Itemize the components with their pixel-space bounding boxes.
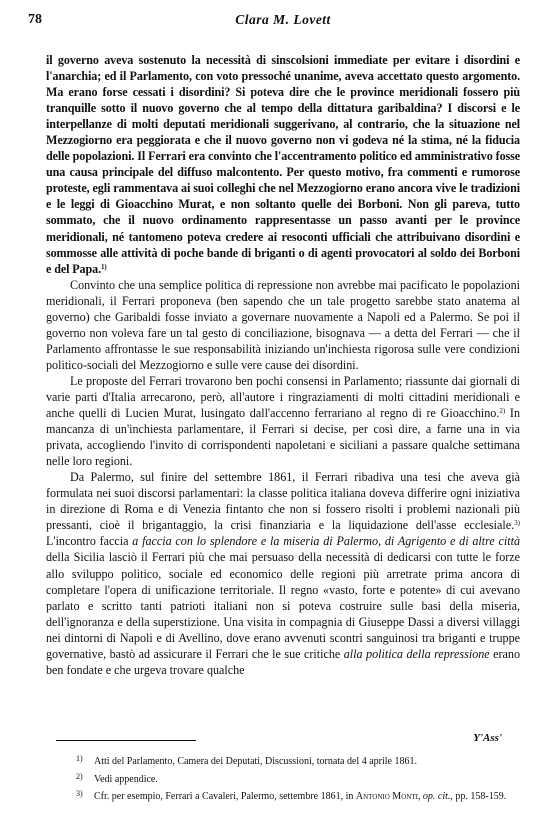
running-title: Clara M. Lovett: [235, 12, 331, 27]
text-run: erano ben fondate e che urgeva trovare qualche: [46, 646, 520, 677]
footnote-marker: 1): [76, 754, 83, 763]
footnotes: [46, 752, 520, 805]
text-run: Le proposte del Ferrari trovarono ben pochi consensi in Parlamento; riassunte dai giornali di varie parti d'Italia arrecarono, però, all'autore i ringraziamenti di molti cittadini meridionali e anche quelli di Lucien Murat, lusingato dall'accenno ferrariano al regno di re Gioacchino.: [46, 373, 520, 421]
footnote-marker: 2): [76, 771, 83, 781]
footnote-divider: [56, 740, 196, 741]
footnote-marker: 3): [76, 789, 83, 799]
text-run: L'incontro faccia: [46, 534, 133, 549]
footnote: [46, 770, 520, 788]
text-run: Da Palermo, sul finire del settembre 1861, il Ferrari ribadiva una tesi che aveva già formulata nei suoi discorsi parlamentari: la classe politica italiana doveva differire ogni iniziativa in direzione di Roma e di Venezia fintanto che non si fossero risolti i problemi nazionali più pressanti, cioè il brigantaggio, la crisi finanziaria e la liquidazione dell'asse ecclesiale.: [46, 470, 520, 533]
footnote: [46, 752, 520, 770]
footnote: 3) Cfr. per esempio, Ferrari a Cavaleri, Palermo, settembre 1861, in Antonio Monti, op. cit., pp. 158-159.: [76, 789, 507, 803]
library-stamp: Y'Ass': [473, 732, 502, 744]
page-number: 78: [28, 12, 42, 27]
text-run: a faccia con lo splendore e la miseria di Palermo, di Agrigento e di altre città: [132, 534, 520, 549]
text-run: alla politica della repressione: [343, 646, 490, 661]
footnote-citation: op. cit.: [422, 791, 451, 803]
paragraph: [46, 469, 520, 678]
footnote-ref: 2): [499, 407, 506, 416]
page-header: [28, 12, 520, 32]
text-run: il governo aveva sostenuto la necessità di sinscolsioni immediate per evitare i disordini e l'anarchia; ed il Parlamento, con voto pressoché unanime, aveva accettato questo argomento. Ma erano forse cessati i disordini? Si poteva dire che le province meridionali fossero più tranquille sotto il nuovo governo che al tempo della dittatura garibaldina? I discorsi e le interpellanze di molti deputati meridionali suggerivano, al contrario, che la situazione nel Mezzogiorno era peggiorata e che il nuovo governo non vi godeva né la stima, né la fiducia delle popolazioni. Il Ferrari era convinto che l'accentramento politico ed amministrativo fosse una causa principale del diffuso malcontento. Per questo motivo, fra commenti e rumorose proteste, egli rammentava ai suoi colleghi che nel Mezzogiorno erano ancora vive le tradizioni e le leggi di Gioacchino Murat, e non soltanto quelle dei Borboni. Non gli pareva, tutto sommato, che il nuovo ordinamento rappresentasse un passo avanti per le province meridionali, né tantomeno poteva credere ai resoconti ufficiali che attribuivano disordini e sommosse alle attività di poche bande di briganti o di agenti provocatori al soldo dei Borboni e del Papa.: [46, 53, 520, 276]
footnote-ref: 3): [514, 519, 520, 528]
text-run: della Sicilia lasciò il Ferrari più che mai persuaso della necessità di dedicarsi con tutte le forze allo sviluppo politico, sociale ed economico delle regioni più arretrate prima ancora di completare l'opera di unificazione territoriale. Il regno «vasto, forte e potente» di cui avevano parlato e scritto tanti patrioti italiani non si poteva costruire sulle basi della miseria, dell'ignoranza e della superstizione. Una visita in compagnia di Giuseppe Dassi a diversi villaggi nei dintorni di Napoli e di Avellino, dove erano avvenuti scontri sanguinosi tra briganti e truppe governative, bastò ad assicurare il Ferrari che le sue critiche: [46, 550, 520, 661]
text-run: Convinto che una semplice politica di repressione non avrebbe mai pacificato le popolazioni meridionali, il Ferrari proponeva (ben sapendo che un tale progetto sarebbe stato anatema al governo) che Garibaldi fosse inviato a governare nuovamente a Napoli ed a Palermo. Se poi il governo non voleva fare un tal gesto di conciliazione, bisognava — a detta del Ferrari — che il Parlamento affrontasse le sue responsabilità iniziando un'inchiesta rigorosa sulle vere condizioni politico-sociali del Mezzogiorno e sulle vere cause dei disordini.: [46, 277, 520, 372]
footnote-text: Cfr. per esempio, Ferrari a Cavaleri, Palermo, settembre 1861, in: [94, 791, 354, 803]
paragraph: [46, 277, 520, 373]
text-run: In mancanza di un'inchiesta parlamentare, il Ferrari si decise, per così dire, a farne una in via privata, accogliendo l'invito di corrispondenti napoletani e siciliani a passare qualche settimana nelle loro regioni.: [46, 406, 520, 469]
paragraph: [46, 373, 520, 469]
footnote-ref: 1): [101, 262, 107, 271]
footnote-author: Antonio Monti: [355, 791, 418, 803]
body-text: [46, 52, 520, 678]
footnote-pages: , pp. 158-159.: [450, 791, 507, 803]
paragraph: [46, 52, 520, 277]
footnote-text: Vedi appendice.: [94, 773, 158, 785]
footnote-text: Atti del Parlamento, Camera dei Deputati, Discussioni, tornata del 4 aprile 1861.: [94, 756, 417, 767]
